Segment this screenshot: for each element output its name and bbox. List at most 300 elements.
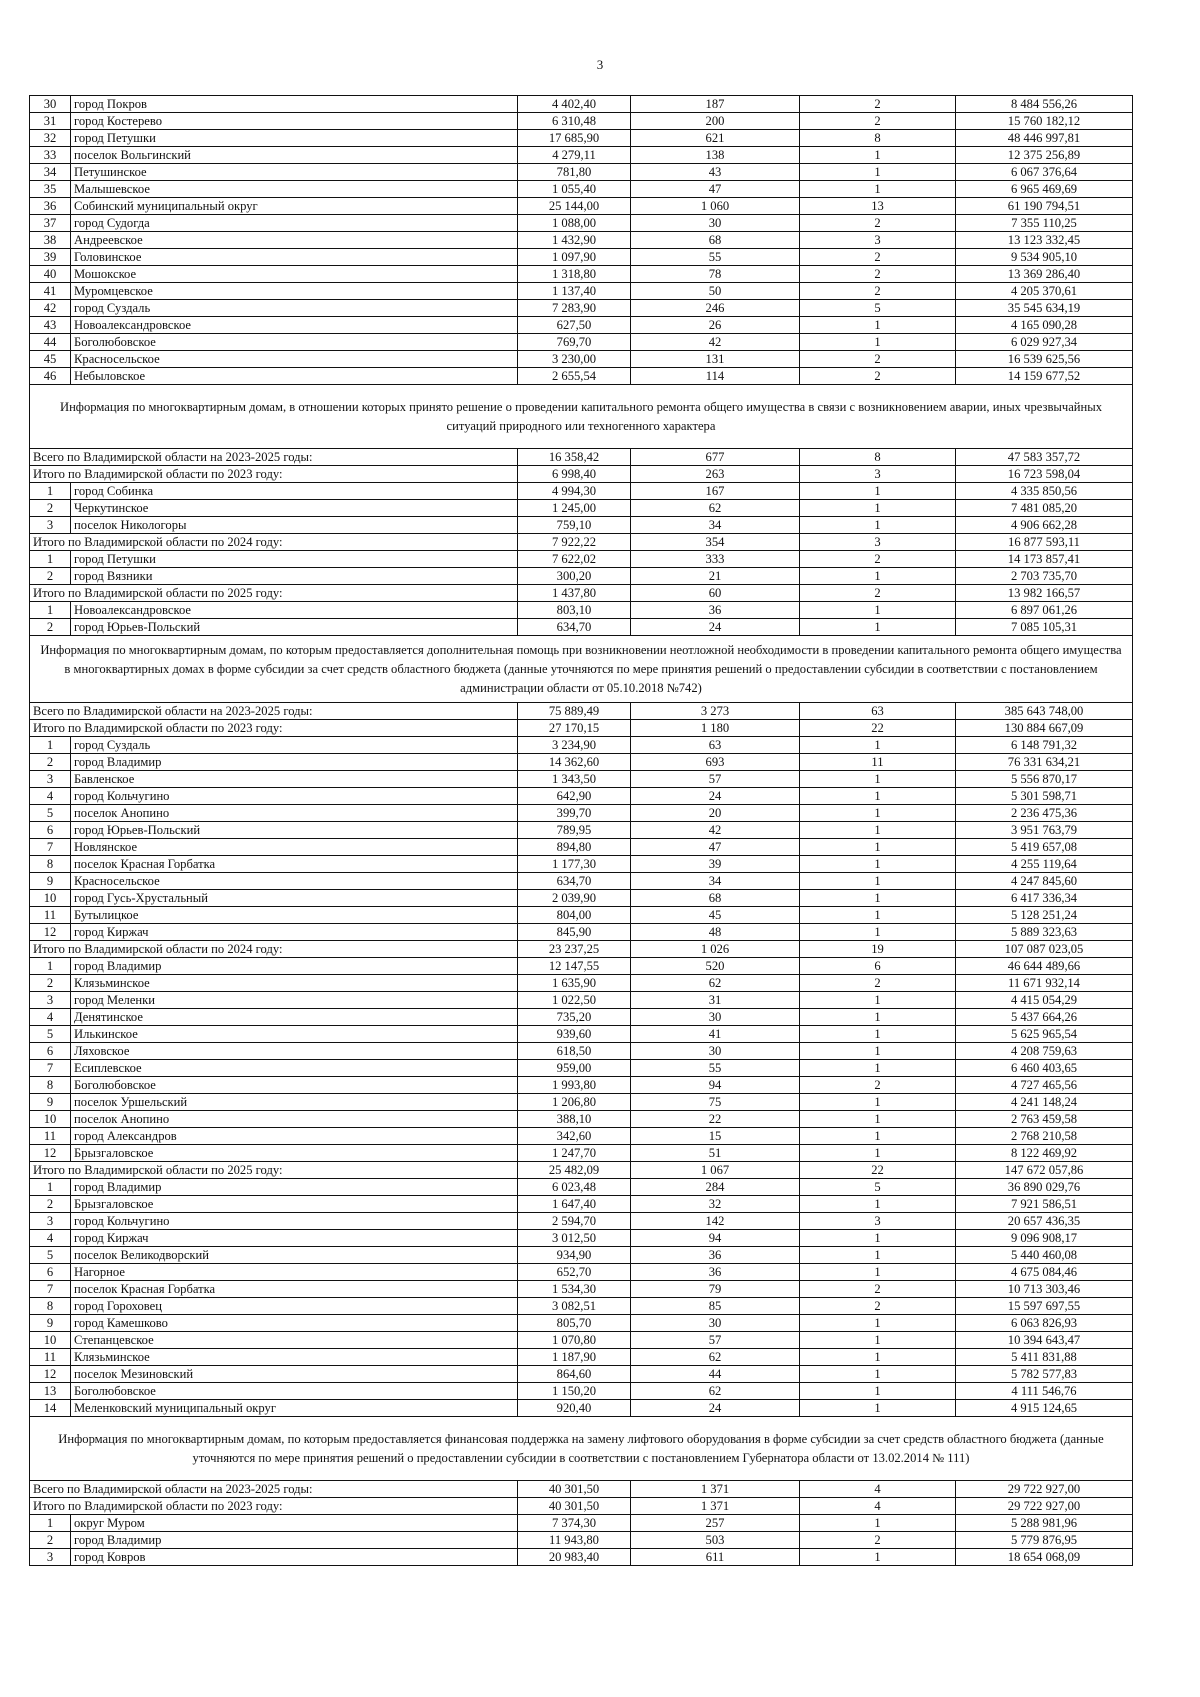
cost-cell: 7 481 085,20 [956, 500, 1133, 517]
table-row [30, 368, 1133, 385]
table-row [30, 1515, 1133, 1532]
cost-cell: 15 597 697,55 [956, 1298, 1133, 1315]
row-number: 10 [30, 1332, 71, 1349]
people-cell: 78 [631, 266, 800, 283]
houses-cell: 1 [800, 500, 956, 517]
houses-cell: 2 [800, 113, 956, 130]
table-row [30, 856, 1133, 873]
table-row [30, 992, 1133, 1009]
people-cell: 246 [631, 300, 800, 317]
row-number: 2 [30, 1196, 71, 1213]
table-row [30, 924, 1133, 941]
houses-cell: 1 [800, 890, 956, 907]
people-cell: 167 [631, 483, 800, 500]
cost-cell: 11 671 932,14 [956, 975, 1133, 992]
municipality-name: Новоалександровское [71, 602, 518, 619]
area-cell: 1 055,40 [518, 181, 631, 198]
houses-cell: 1 [800, 1264, 956, 1281]
houses-cell: 1 [800, 1315, 956, 1332]
area-cell: 1 187,90 [518, 1349, 631, 1366]
municipality-name: город Покров [71, 96, 518, 113]
table-row [30, 181, 1133, 198]
houses-cell: 1 [800, 822, 956, 839]
table-row [30, 517, 1133, 534]
people-cell: 26 [631, 317, 800, 334]
houses-cell: 2 [800, 551, 956, 568]
municipality-name: Боголюбовское [71, 334, 518, 351]
people-cell: 1 026 [631, 941, 800, 958]
area-cell: 845,90 [518, 924, 631, 941]
cost-cell: 6 029 927,34 [956, 334, 1133, 351]
municipality-name: поселок Красная Горбатка [71, 1281, 518, 1298]
cost-cell: 5 301 598,71 [956, 788, 1133, 805]
table-row [30, 1145, 1133, 1162]
people-cell: 503 [631, 1532, 800, 1549]
area-cell: 642,90 [518, 788, 631, 805]
area-cell: 769,70 [518, 334, 631, 351]
area-cell: 27 170,15 [518, 720, 631, 737]
houses-cell: 2 [800, 585, 956, 602]
area-cell: 2 594,70 [518, 1213, 631, 1230]
houses-cell: 1 [800, 517, 956, 534]
area-cell: 16 358,42 [518, 449, 631, 466]
municipality-name: город Петушки [71, 130, 518, 147]
houses-cell: 1 [800, 1549, 956, 1566]
total-row [30, 1162, 1133, 1179]
cost-cell: 9 534 905,10 [956, 249, 1133, 266]
cost-cell: 4 241 148,24 [956, 1094, 1133, 1111]
houses-cell: 1 [800, 737, 956, 754]
houses-cell: 2 [800, 215, 956, 232]
total-row [30, 534, 1133, 551]
people-cell: 36 [631, 1264, 800, 1281]
cost-cell: 6 460 403,65 [956, 1060, 1133, 1077]
municipality-name: город Костерево [71, 113, 518, 130]
table-row [30, 568, 1133, 585]
row-number: 8 [30, 1077, 71, 1094]
houses-cell: 4 [800, 1481, 956, 1498]
total-row [30, 1481, 1133, 1498]
area-cell: 1 070,80 [518, 1332, 631, 1349]
area-cell: 17 685,90 [518, 130, 631, 147]
area-cell: 3 012,50 [518, 1230, 631, 1247]
houses-cell: 1 [800, 805, 956, 822]
municipality-name: город Ковров [71, 1549, 518, 1566]
cost-cell: 7 085 105,31 [956, 619, 1133, 636]
table-row [30, 164, 1133, 181]
table-row [30, 1247, 1133, 1264]
cost-cell: 10 394 643,47 [956, 1332, 1133, 1349]
houses-cell: 4 [800, 1498, 956, 1515]
cost-cell: 4 727 465,56 [956, 1077, 1133, 1094]
area-cell: 959,00 [518, 1060, 631, 1077]
houses-cell: 22 [800, 1162, 956, 1179]
municipality-name: Клязьминское [71, 975, 518, 992]
area-cell: 3 230,00 [518, 351, 631, 368]
people-cell: 41 [631, 1026, 800, 1043]
municipality-name: Брызгаловское [71, 1145, 518, 1162]
people-cell: 62 [631, 975, 800, 992]
municipality-name: Новлянское [71, 839, 518, 856]
cost-cell: 6 897 061,26 [956, 602, 1133, 619]
row-number: 12 [30, 1145, 71, 1162]
cost-cell: 4 111 546,76 [956, 1383, 1133, 1400]
people-cell: 1 371 [631, 1481, 800, 1498]
cost-cell: 20 657 436,35 [956, 1213, 1133, 1230]
table-row [30, 754, 1133, 771]
row-number: 43 [30, 317, 71, 334]
municipality-name: город Петушки [71, 551, 518, 568]
area-cell: 939,60 [518, 1026, 631, 1043]
total-row [30, 466, 1133, 483]
row-number: 40 [30, 266, 71, 283]
row-number: 1 [30, 602, 71, 619]
row-number: 3 [30, 517, 71, 534]
people-cell: 257 [631, 1515, 800, 1532]
people-cell: 114 [631, 368, 800, 385]
people-cell: 47 [631, 839, 800, 856]
houses-cell: 1 [800, 1247, 956, 1264]
section-heading-row [30, 636, 1133, 703]
row-number: 32 [30, 130, 71, 147]
area-cell: 2 039,90 [518, 890, 631, 907]
cost-cell: 48 446 997,81 [956, 130, 1133, 147]
municipality-name: город Владимир [71, 1532, 518, 1549]
houses-cell: 22 [800, 720, 956, 737]
municipality-name: поселок Анопино [71, 805, 518, 822]
row-number: 44 [30, 334, 71, 351]
people-cell: 34 [631, 517, 800, 534]
houses-cell: 63 [800, 703, 956, 720]
table-row [30, 788, 1133, 805]
people-cell: 24 [631, 788, 800, 805]
area-cell: 300,20 [518, 568, 631, 585]
row-number: 30 [30, 96, 71, 113]
row-number: 7 [30, 1281, 71, 1298]
houses-cell: 1 [800, 1366, 956, 1383]
section-heading: Информация по многоквартирным домам, в отношении которых принято решение о проведении капитального ремонта общего имущества в связи с возникновением аварии, иных чрезвычайных ситуаций природного или техногенного характера [30, 385, 1133, 449]
total-row [30, 1498, 1133, 1515]
cost-cell: 5 419 657,08 [956, 839, 1133, 856]
row-number: 42 [30, 300, 71, 317]
cost-cell: 10 713 303,46 [956, 1281, 1133, 1298]
people-cell: 263 [631, 466, 800, 483]
table-row [30, 1128, 1133, 1145]
people-cell: 677 [631, 449, 800, 466]
people-cell: 24 [631, 619, 800, 636]
area-cell: 75 889,49 [518, 703, 631, 720]
houses-cell: 1 [800, 873, 956, 890]
people-cell: 55 [631, 1060, 800, 1077]
people-cell: 1 180 [631, 720, 800, 737]
houses-cell: 2 [800, 1532, 956, 1549]
total-row [30, 449, 1133, 466]
municipality-name: Мошокское [71, 266, 518, 283]
municipality-name: город Киржач [71, 924, 518, 941]
total-label: Итого по Владимирской области по 2025 году: [30, 585, 518, 602]
cost-cell: 4 205 370,61 [956, 283, 1133, 300]
people-cell: 68 [631, 232, 800, 249]
area-cell: 40 301,50 [518, 1481, 631, 1498]
table-row [30, 1094, 1133, 1111]
area-cell: 1 088,00 [518, 215, 631, 232]
area-cell: 1 343,50 [518, 771, 631, 788]
total-row [30, 703, 1133, 720]
houses-cell: 1 [800, 992, 956, 1009]
people-cell: 30 [631, 1009, 800, 1026]
total-row [30, 941, 1133, 958]
row-number: 1 [30, 551, 71, 568]
row-number: 3 [30, 771, 71, 788]
municipality-name: город Александров [71, 1128, 518, 1145]
municipality-name: Новоалександровское [71, 317, 518, 334]
cost-cell: 5 556 870,17 [956, 771, 1133, 788]
cost-cell: 5 782 577,83 [956, 1366, 1133, 1383]
houses-cell: 2 [800, 351, 956, 368]
row-number: 3 [30, 992, 71, 1009]
area-cell: 934,90 [518, 1247, 631, 1264]
cost-cell: 2 763 459,58 [956, 1111, 1133, 1128]
cost-cell: 4 915 124,65 [956, 1400, 1133, 1417]
area-cell: 6 310,48 [518, 113, 631, 130]
houses-cell: 1 [800, 856, 956, 873]
people-cell: 142 [631, 1213, 800, 1230]
municipality-name: город Кольчугино [71, 1213, 518, 1230]
houses-cell: 1 [800, 568, 956, 585]
people-cell: 42 [631, 334, 800, 351]
houses-cell: 1 [800, 602, 956, 619]
houses-cell: 11 [800, 754, 956, 771]
cost-cell: 3 951 763,79 [956, 822, 1133, 839]
table-row [30, 215, 1133, 232]
cost-cell: 7 921 586,51 [956, 1196, 1133, 1213]
people-cell: 51 [631, 1145, 800, 1162]
area-cell: 14 362,60 [518, 754, 631, 771]
area-cell: 2 655,54 [518, 368, 631, 385]
municipality-name: Ляховское [71, 1043, 518, 1060]
houses-cell: 1 [800, 483, 956, 500]
houses-cell: 1 [800, 619, 956, 636]
table-row [30, 805, 1133, 822]
municipality-name: Муромцевское [71, 283, 518, 300]
table-row [30, 198, 1133, 215]
area-cell: 1 534,30 [518, 1281, 631, 1298]
area-cell: 3 234,90 [518, 737, 631, 754]
area-cell: 1 097,90 [518, 249, 631, 266]
houses-cell: 6 [800, 958, 956, 975]
municipality-name: Красносельское [71, 873, 518, 890]
table-row [30, 737, 1133, 754]
area-cell: 7 374,30 [518, 1515, 631, 1532]
houses-cell: 3 [800, 1213, 956, 1230]
table-row [30, 890, 1133, 907]
area-cell: 759,10 [518, 517, 631, 534]
people-cell: 611 [631, 1549, 800, 1566]
houses-cell: 8 [800, 449, 956, 466]
people-cell: 43 [631, 164, 800, 181]
table-row [30, 1315, 1133, 1332]
table-row [30, 1400, 1133, 1417]
municipality-name: поселок Красная Горбатка [71, 856, 518, 873]
total-label: Всего по Владимирской области на 2023-2025 годы: [30, 1481, 518, 1498]
table-row [30, 1179, 1133, 1196]
people-cell: 1 371 [631, 1498, 800, 1515]
area-cell: 4 279,11 [518, 147, 631, 164]
municipality-name: город Кольчугино [71, 788, 518, 805]
people-cell: 520 [631, 958, 800, 975]
row-number: 10 [30, 1111, 71, 1128]
table-row [30, 1060, 1133, 1077]
table-row [30, 958, 1133, 975]
people-cell: 94 [631, 1077, 800, 1094]
cost-cell: 7 355 110,25 [956, 215, 1133, 232]
cost-cell: 4 415 054,29 [956, 992, 1133, 1009]
municipality-name: город Владимир [71, 958, 518, 975]
cost-cell: 29 722 927,00 [956, 1481, 1133, 1498]
houses-cell: 2 [800, 266, 956, 283]
document-body [29, 95, 1132, 1566]
people-cell: 36 [631, 1247, 800, 1264]
houses-cell: 1 [800, 924, 956, 941]
row-number: 35 [30, 181, 71, 198]
houses-cell: 1 [800, 1349, 956, 1366]
row-number: 5 [30, 1026, 71, 1043]
cost-cell: 18 654 068,09 [956, 1549, 1133, 1566]
people-cell: 48 [631, 924, 800, 941]
cost-cell: 4 247 845,60 [956, 873, 1133, 890]
area-cell: 735,20 [518, 1009, 631, 1026]
people-cell: 57 [631, 1332, 800, 1349]
cost-cell: 107 087 023,05 [956, 941, 1133, 958]
people-cell: 22 [631, 1111, 800, 1128]
people-cell: 24 [631, 1400, 800, 1417]
houses-cell: 1 [800, 771, 956, 788]
cost-cell: 4 906 662,28 [956, 517, 1133, 534]
total-label: Итого по Владимирской области по 2023 году: [30, 466, 518, 483]
cost-cell: 6 067 376,64 [956, 164, 1133, 181]
row-number: 37 [30, 215, 71, 232]
row-number: 7 [30, 839, 71, 856]
table-row [30, 1213, 1133, 1230]
houses-cell: 2 [800, 249, 956, 266]
table-row [30, 907, 1133, 924]
cost-cell: 15 760 182,12 [956, 113, 1133, 130]
table-row [30, 1196, 1133, 1213]
houses-cell: 1 [800, 1043, 956, 1060]
houses-cell: 1 [800, 1128, 956, 1145]
area-cell: 25 482,09 [518, 1162, 631, 1179]
people-cell: 94 [631, 1230, 800, 1247]
table-row [30, 1111, 1133, 1128]
table-row [30, 1332, 1133, 1349]
row-number: 46 [30, 368, 71, 385]
area-cell: 634,70 [518, 873, 631, 890]
row-number: 7 [30, 1060, 71, 1077]
municipality-name: Есиплевское [71, 1060, 518, 1077]
area-cell: 1 245,00 [518, 500, 631, 517]
cost-cell: 4 335 850,56 [956, 483, 1133, 500]
houses-cell: 2 [800, 975, 956, 992]
cost-cell: 46 644 489,66 [956, 958, 1133, 975]
total-row [30, 585, 1133, 602]
table-row [30, 1026, 1133, 1043]
row-number: 1 [30, 737, 71, 754]
table-row [30, 500, 1133, 517]
municipality-name: Нагорное [71, 1264, 518, 1281]
houses-cell: 1 [800, 1145, 956, 1162]
area-cell: 864,60 [518, 1366, 631, 1383]
municipality-name: город Гусь-Хрустальный [71, 890, 518, 907]
municipality-name: Красносельское [71, 351, 518, 368]
municipality-name: Клязьминское [71, 1349, 518, 1366]
people-cell: 34 [631, 873, 800, 890]
area-cell: 20 983,40 [518, 1549, 631, 1566]
cost-cell: 4 255 119,64 [956, 856, 1133, 873]
cost-cell: 61 190 794,51 [956, 198, 1133, 215]
area-cell: 1 177,30 [518, 856, 631, 873]
area-cell: 11 943,80 [518, 1532, 631, 1549]
row-number: 14 [30, 1400, 71, 1417]
total-label: Итого по Владимирской области по 2023 году: [30, 1498, 518, 1515]
row-number: 11 [30, 907, 71, 924]
cost-cell: 16 877 593,11 [956, 534, 1133, 551]
row-number: 8 [30, 1298, 71, 1315]
total-label: Всего по Владимирской области на 2023-2025 годы: [30, 449, 518, 466]
cost-cell: 47 583 357,72 [956, 449, 1133, 466]
total-label: Итого по Владимирской области по 2024 году: [30, 534, 518, 551]
table-row [30, 1349, 1133, 1366]
row-number: 31 [30, 113, 71, 130]
row-number: 2 [30, 500, 71, 517]
area-cell: 1 137,40 [518, 283, 631, 300]
row-number: 2 [30, 975, 71, 992]
cost-cell: 147 672 057,86 [956, 1162, 1133, 1179]
people-cell: 44 [631, 1366, 800, 1383]
cost-cell: 4 208 759,63 [956, 1043, 1133, 1060]
municipality-name: Брызгаловское [71, 1196, 518, 1213]
municipality-name: город Гороховец [71, 1298, 518, 1315]
table-row [30, 147, 1133, 164]
cost-cell: 5 625 965,54 [956, 1026, 1133, 1043]
row-number: 6 [30, 822, 71, 839]
people-cell: 138 [631, 147, 800, 164]
cost-cell: 36 890 029,76 [956, 1179, 1133, 1196]
people-cell: 200 [631, 113, 800, 130]
houses-cell: 1 [800, 334, 956, 351]
houses-cell: 1 [800, 181, 956, 198]
row-number: 45 [30, 351, 71, 368]
houses-cell: 1 [800, 1094, 956, 1111]
row-number: 2 [30, 1532, 71, 1549]
municipality-name: город Суздаль [71, 737, 518, 754]
people-cell: 39 [631, 856, 800, 873]
table-row [30, 551, 1133, 568]
houses-cell: 2 [800, 368, 956, 385]
area-cell: 1 437,80 [518, 585, 631, 602]
houses-cell: 2 [800, 1281, 956, 1298]
cost-cell: 14 159 677,52 [956, 368, 1133, 385]
people-cell: 621 [631, 130, 800, 147]
row-number: 10 [30, 890, 71, 907]
people-cell: 55 [631, 249, 800, 266]
table-row [30, 1549, 1133, 1566]
people-cell: 1 067 [631, 1162, 800, 1179]
row-number: 1 [30, 1515, 71, 1532]
houses-cell: 3 [800, 232, 956, 249]
table-row [30, 975, 1133, 992]
area-cell: 4 994,30 [518, 483, 631, 500]
row-number: 36 [30, 198, 71, 215]
